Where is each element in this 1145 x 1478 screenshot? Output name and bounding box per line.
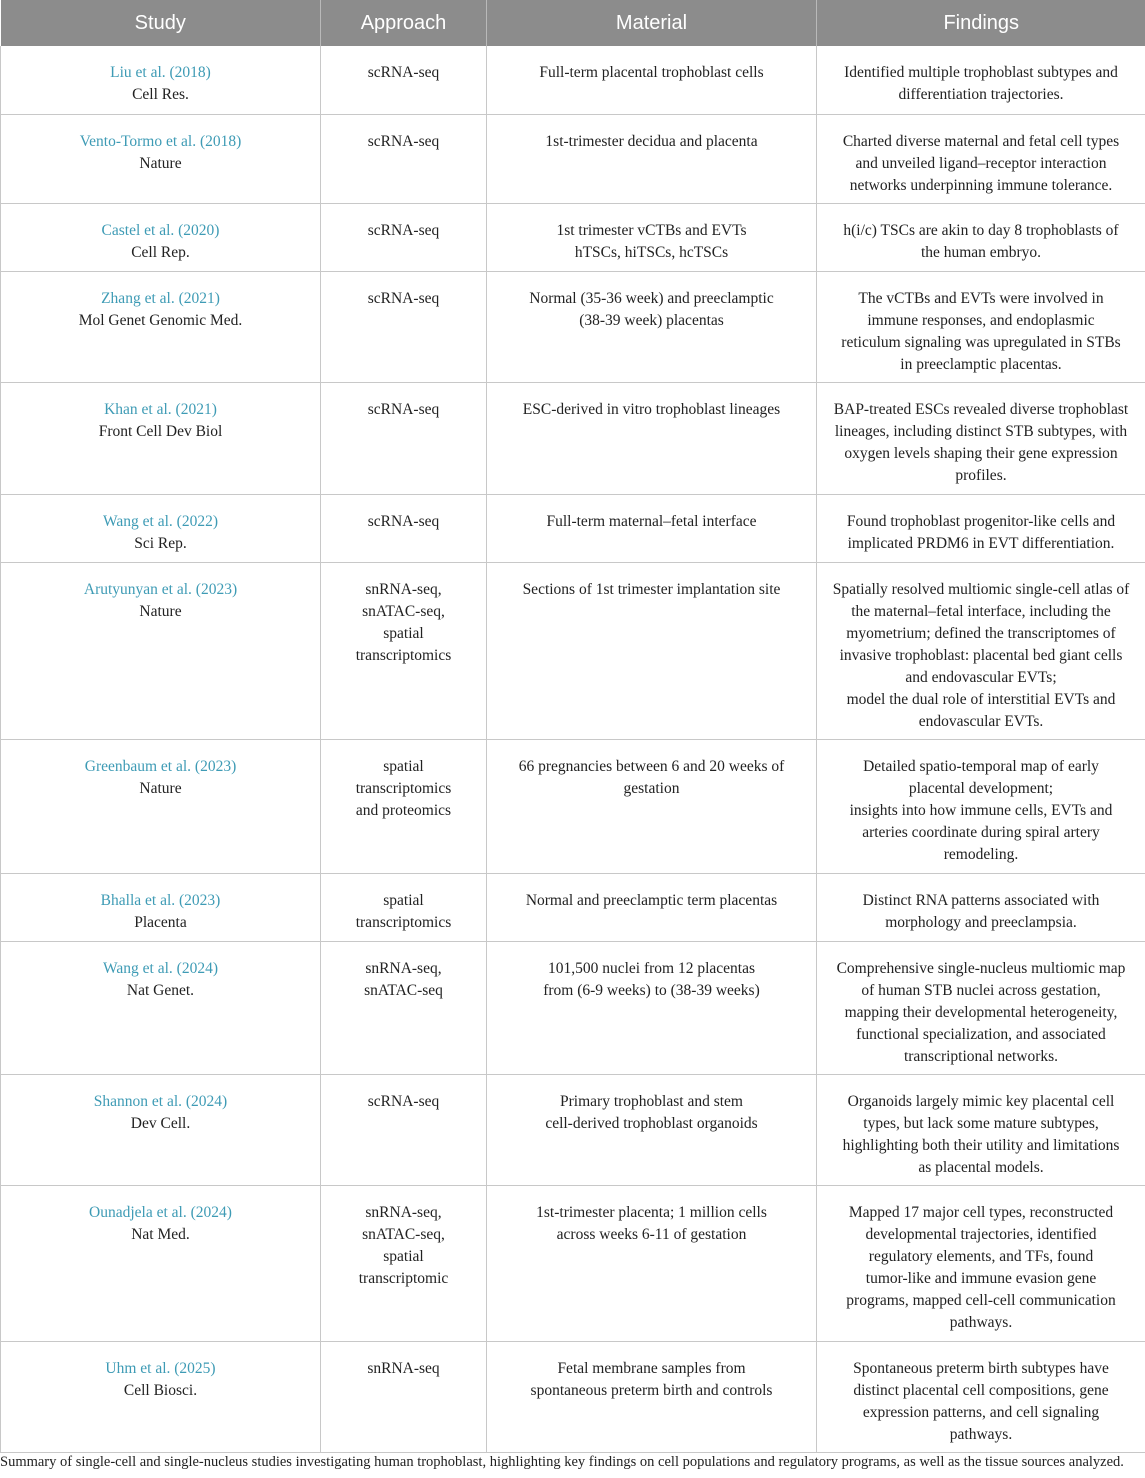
approach-line: snRNA-seq <box>367 1359 440 1377</box>
study-cell <box>1 114 321 203</box>
approach-line: scRNA-seq <box>367 289 440 307</box>
findings-line: h(i/c) TSCs are akin to day 8 trophoblasts of <box>843 221 1119 239</box>
approach-line: snATAC-seq, <box>362 602 445 620</box>
material-cell <box>487 1341 817 1452</box>
findings-line: regulatory elements, and TFs, found <box>868 1247 1094 1265</box>
findings-line: Distinct RNA patterns associated with <box>862 891 1100 909</box>
findings-line: as placental models. <box>918 1158 1044 1176</box>
findings-cell <box>817 873 1145 941</box>
material-line: Normal and preeclamptic term placentas <box>525 891 778 909</box>
material-line: 66 pregnancies between 6 and 20 weeks of <box>518 757 785 775</box>
material-cell <box>487 46 817 114</box>
material-cell <box>487 382 817 494</box>
study-citation-link[interactable]: Arutyunyan et al. (2023) <box>83 580 238 598</box>
findings-line: distinct placental cell compositions, gene <box>853 1381 1109 1399</box>
approach-line: and proteomics <box>355 801 452 819</box>
approach-cell <box>321 739 487 873</box>
journal-name: Dev Cell. <box>130 1114 191 1132</box>
findings-line: functional specialization, and associated <box>856 1025 1106 1043</box>
approach-line: spatial <box>383 1247 424 1265</box>
approach-line: scRNA-seq <box>367 64 440 81</box>
findings-line: myometrium; defined the transcriptomes of <box>846 624 1116 642</box>
findings-line: of human STB nuclei across gestation, <box>861 981 1101 999</box>
study-citation-link[interactable]: Wang et al. (2024) <box>103 959 218 977</box>
study-cell <box>1 873 321 941</box>
material-cell <box>487 203 817 271</box>
approach-line: spatial <box>383 624 424 642</box>
approach-cell <box>321 271 487 382</box>
findings-line: arteries coordinate during spiral artery <box>862 823 1100 841</box>
material-cell <box>487 873 817 941</box>
study-cell <box>1 739 321 873</box>
findings-cell <box>817 46 1145 114</box>
table-row <box>1 271 1145 382</box>
findings-line: Spontaneous preterm birth subtypes have <box>853 1359 1109 1377</box>
findings-line: and endovascular EVTs; <box>905 668 1057 686</box>
study-citation-link[interactable]: Khan et al. (2021) <box>104 400 217 418</box>
journal-name: Mol Genet Genomic Med. <box>78 311 243 329</box>
header-row <box>1 0 1145 46</box>
findings-line: Charted diverse maternal and fetal cell types <box>842 132 1120 150</box>
findings-line: BAP-treated ESCs revealed diverse trophoblast <box>833 400 1129 418</box>
findings-line: immune responses, and endoplasmic <box>867 311 1095 329</box>
findings-line: differentiation trajectories. <box>898 86 1064 103</box>
findings-line: implicated PRDM6 in EVT differentiation. <box>847 534 1115 552</box>
journal-name: Cell Biosci. <box>123 1381 198 1399</box>
journal-name: Placenta <box>134 913 187 931</box>
approach-line: transcriptomics <box>355 913 452 931</box>
findings-line: lineages, including distinct STB subtypes, with <box>834 422 1128 440</box>
material-line: 101,500 nuclei from 12 placentas <box>547 959 756 977</box>
journal-name: Nat Med. <box>131 1225 190 1243</box>
findings-line: expression patterns, and cell signaling <box>862 1403 1100 1421</box>
findings-line: transcriptional networks. <box>903 1047 1059 1065</box>
findings-line: morphology and preeclampsia. <box>885 913 1077 931</box>
approach-line: spatial <box>383 757 424 775</box>
material-line: Sections of 1st trimester implantation site <box>522 580 781 598</box>
approach-line: snRNA-seq, <box>365 580 442 598</box>
findings-line: Comprehensive single-nucleus multiomic map <box>836 959 1126 977</box>
material-line: hTSCs, hiTSCs, hcTSCs <box>574 243 729 261</box>
findings-cell <box>817 1341 1145 1452</box>
approach-cell <box>321 1341 487 1452</box>
approach-cell <box>321 1074 487 1185</box>
material-line: ESC-derived in vitro trophoblast lineages <box>522 400 781 418</box>
study-citation-link[interactable]: Castel et al. (2020) <box>101 221 220 239</box>
journal-name: Cell Res. <box>132 86 189 103</box>
header-approach: Approach <box>321 0 487 46</box>
approach-cell <box>321 941 487 1074</box>
findings-cell <box>817 382 1145 494</box>
study-citation-link[interactable]: Ounadjela et al. (2024) <box>89 1203 232 1221</box>
findings-line: remodeling. <box>943 845 1019 863</box>
findings-line: tumor-like and immune evasion gene <box>865 1269 1097 1287</box>
table-row <box>1 562 1145 739</box>
table-row <box>1 382 1145 494</box>
header-study: Study <box>1 0 321 46</box>
study-citation-link[interactable]: Shannon et al. (2024) <box>93 1092 228 1110</box>
journal-name: Nat Genet. <box>126 981 195 999</box>
findings-cell <box>817 739 1145 873</box>
findings-cell <box>817 1074 1145 1185</box>
study-cell <box>1 1074 321 1185</box>
findings-line: insights into how immune cells, EVTs and <box>849 801 1113 819</box>
journal-name: Cell Rep. <box>131 243 190 261</box>
findings-line: the maternal–fetal interface, including the <box>851 602 1111 620</box>
findings-line: Identified multiple trophoblast subtypes and <box>844 64 1118 81</box>
approach-cell <box>321 873 487 941</box>
findings-cell <box>817 941 1145 1074</box>
findings-line: placental development; <box>908 779 1054 797</box>
approach-cell <box>321 494 487 562</box>
approach-cell <box>321 114 487 203</box>
findings-cell <box>817 114 1145 203</box>
table-body <box>1 46 1145 1452</box>
study-citation-link[interactable]: Liu et al. (2018) <box>110 64 211 81</box>
material-line: Fetal membrane samples from <box>557 1359 746 1377</box>
findings-line: Organoids largely mimic key placental cell <box>847 1092 1115 1110</box>
approach-line: scRNA-seq <box>367 512 440 530</box>
study-cell <box>1 382 321 494</box>
table-row <box>1 114 1145 203</box>
material-cell <box>487 941 817 1074</box>
material-cell <box>487 114 817 203</box>
approach-line: transcriptomic <box>358 1269 449 1287</box>
approach-line: snATAC-seq, <box>362 1225 445 1243</box>
study-cell <box>1 1185 321 1341</box>
findings-line: oxygen levels shaping their gene expression <box>844 444 1118 462</box>
approach-line: scRNA-seq <box>367 1092 440 1110</box>
material-cell <box>487 1074 817 1185</box>
table-row <box>1 739 1145 873</box>
findings-cell <box>817 203 1145 271</box>
findings-line: Mapped 17 major cell types, reconstructed <box>848 1203 1114 1221</box>
material-line: Primary trophoblast and stem <box>560 1092 743 1110</box>
material-cell <box>487 1185 817 1341</box>
findings-line: the human embryo. <box>920 243 1042 261</box>
findings-line: Found trophoblast progenitor-like cells and <box>846 512 1116 530</box>
header-material: Material <box>487 0 817 46</box>
table-row <box>1 1341 1145 1452</box>
approach-line: scRNA-seq <box>367 132 440 150</box>
approach-cell <box>321 203 487 271</box>
material-line: gestation <box>623 779 680 797</box>
study-citation-link[interactable]: Vento-Tormo et al. (2018) <box>79 132 242 150</box>
material-line: across weeks 6-11 of gestation <box>556 1225 747 1243</box>
journal-name: Nature <box>139 602 182 620</box>
study-citation-link[interactable]: Greenbaum et al. (2023) <box>84 757 237 775</box>
findings-line: developmental trajectories, identified <box>865 1225 1097 1243</box>
approach-cell <box>321 1185 487 1341</box>
table-header <box>1 0 1145 46</box>
approach-line: snRNA-seq, <box>365 1203 442 1221</box>
study-cell <box>1 941 321 1074</box>
journal-name: Sci Rep. <box>134 534 187 552</box>
findings-line: invasive trophoblast: placental bed giant cells <box>839 646 1123 664</box>
header-findings: Findings <box>817 0 1145 46</box>
study-cell <box>1 494 321 562</box>
material-line: (38-39 week) placentas <box>579 311 724 329</box>
study-cell <box>1 1341 321 1452</box>
approach-cell <box>321 382 487 494</box>
journal-name: Front Cell Dev Biol <box>98 422 223 440</box>
findings-line: profiles. <box>955 466 1007 484</box>
table-row <box>1 494 1145 562</box>
journal-name: Nature <box>139 154 182 172</box>
study-cell <box>1 271 321 382</box>
findings-line: pathways. <box>949 1313 1013 1331</box>
approach-line: spatial <box>383 891 424 909</box>
material-line: 1st-trimester decidua and placenta <box>545 132 758 150</box>
findings-line: endovascular EVTs. <box>918 712 1044 730</box>
material-cell <box>487 494 817 562</box>
study-cell <box>1 562 321 739</box>
findings-line: and unveiled ligand–receptor interaction <box>855 154 1107 172</box>
findings-line: highlighting both their utility and limitations <box>842 1136 1120 1154</box>
table-row <box>1 46 1145 114</box>
approach-line: scRNA-seq <box>367 400 440 418</box>
approach-line: snRNA-seq, <box>365 959 442 977</box>
findings-line: types, but lack some mature subtypes, <box>863 1114 1099 1132</box>
approach-line: scRNA-seq <box>367 221 440 239</box>
material-line: 1st-trimester placenta; 1 million cells <box>536 1203 767 1221</box>
findings-line: The vCTBs and EVTs were involved in <box>858 289 1104 307</box>
findings-line: programs, mapped cell-cell communication <box>846 1291 1116 1309</box>
material-line: 1st trimester vCTBs and EVTs <box>556 221 747 239</box>
material-line: Full-term maternal–fetal interface <box>546 512 757 530</box>
findings-line: model the dual role of interstitial EVTs and <box>846 690 1116 708</box>
approach-cell <box>321 562 487 739</box>
table-row <box>1 1074 1145 1185</box>
material-cell <box>487 562 817 739</box>
table-row <box>1 203 1145 271</box>
table-row <box>1 873 1145 941</box>
findings-line: reticulum signaling was upregulated in STBs <box>841 333 1121 351</box>
study-citation-link[interactable]: Bhalla et al. (2023) <box>100 891 221 909</box>
approach-line: snATAC-seq <box>364 981 443 999</box>
study-cell <box>1 203 321 271</box>
findings-line: networks underpinning immune tolerance. <box>849 176 1113 194</box>
findings-line: mapping their developmental heterogeneity, <box>844 1003 1118 1021</box>
findings-line: in preeclamptic placentas. <box>900 355 1062 373</box>
findings-line: Spatially resolved multiomic single-cell atlas of <box>832 580 1130 598</box>
approach-cell <box>321 46 487 114</box>
table-caption: Summary of single-cell and single-nucleus studies investigating human trophoblast, highlighting key findings on cell populations and regulatory programs, as well as the tissue sources analyzed. <box>0 1454 1124 1470</box>
study-citation-link[interactable]: Wang et al. (2022) <box>103 512 218 530</box>
table-row <box>1 1185 1145 1341</box>
material-line: Full-term placental trophoblast cells <box>539 64 764 81</box>
study-citation-link[interactable]: Uhm et al. (2025) <box>105 1359 216 1377</box>
findings-cell <box>817 271 1145 382</box>
study-cell <box>1 46 321 114</box>
findings-cell <box>817 1185 1145 1341</box>
findings-line: pathways. <box>949 1425 1013 1443</box>
table-row <box>1 941 1145 1074</box>
study-citation-link[interactable]: Zhang et al. (2021) <box>101 289 220 307</box>
journal-name: Nature <box>139 779 182 797</box>
material-line: from (6-9 weeks) to (38-39 weeks) <box>543 981 760 999</box>
material-line: Normal (35-36 week) and preeclamptic <box>529 289 774 307</box>
material-line: cell-derived trophoblast organoids <box>545 1114 758 1132</box>
findings-cell <box>817 494 1145 562</box>
findings-line: Detailed spatio-temporal map of early <box>863 757 1099 775</box>
material-line: spontaneous preterm birth and controls <box>530 1381 773 1399</box>
approach-line: transcriptomics <box>355 646 452 664</box>
findings-cell <box>817 562 1145 739</box>
material-cell <box>487 739 817 873</box>
approach-line: transcriptomics <box>355 779 452 797</box>
material-cell <box>487 271 817 382</box>
